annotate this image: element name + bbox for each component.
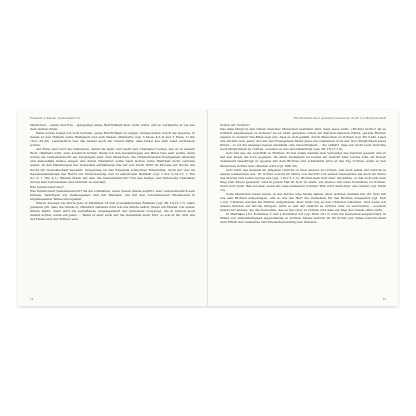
- right-running-head: Ein Merkmal einer gesunden Gemeinde: Sicht von Mitgliedschaft: [293, 117, 386, 120]
- left-paragraph-1: Menschen – Adam und Eva – spiegelten seine Herrlichkeit aber nicht wider und so verbannte er sie aus dem Garten Eden.: [30, 123, 195, 132]
- left-section-heading: Wie funktioniert das?: [30, 185, 64, 189]
- right-page: [208, 110, 398, 306]
- left-paragraph-2: Dann wurde Israel von Gott berufen, seine Herrlichkeit zu zeigen, insbesondere durch die Gesetze, in denen er den Völkern seine Heiligkeit und sein Wesen offenbarte (vgl. 5 Mose 4,5–8 und 3 Mose 11,44; 19,2; 20,26). Letztendlich war das Gesetz auch der Grund dafür, dass Israel aus dem Land vertrieben wurde.: [30, 131, 195, 148]
- right-paragraph-1: Das alles klingt in den Ohren mancher Menschen bestimmt hart. Sagt Jesus nicht: »Richtet nicht«? Ist es wirklich angemessen zu richten? Ist es nicht geradezu schon ein Zeichen falschen Eifers, gerade Richter spielen zu wollen? Die Bibel sagt uns, dass es Gott gefällt, durch Menschen zu richten (vgl. Mt 5,48). Lasst uns ehrlich sein, jeder, der mit den Evangelium findet Jesus die Gemeinde doch auf. Ihre Möglichkeit Jesus findet – so ist die Aussage besser ebenfalls »die Gerechtigkeit ... die erklärt, dass wir nicht auch Gerichte nach Möglichkeit zu richten, sondern es uns bevollmächtigt (vgl. Mt 18,17–18).: [220, 127, 386, 152]
- right-page-number: 13: [382, 298, 386, 301]
- book-spread: [18, 110, 398, 306]
- left-paragraph-3: Am Ende sind Gott die Gemeinde, damit sie mehr und mehr den Charakter Gottes, wie er in seinem Wort offenbart wird, zum Ausdruck bringt. Wenn ich den Gesamtbogen der Bibel trau sein wollte, dann würde die Gemeindezucht ein Vergnügen sein. Den Menschen, die rückkehrenden Evangelium lebendig und keinesfalls lieblos zeigen und deren Charakter sollte nach Gottes reine Wahrheit nicht verloren gehen. In den Handlungen der Gemeinde enthaltenen Die Art von Zucht führt im Prozess zur Zucht, die Zucht für Gemeinschaft bewahrt. Vergebung ist das Ergebnis schlechter Erkenntnis, nicht nur der im Gewissensmaßstab des Herrn zur Unterweisung und zu selbstlosen Reinheit (vgl. 1 Kor 5,14–17; 1 Tim 4,1–5; 1 Tim 4,1). Warum übten wir also die Gemeindezucht? Um das heilige und liebevolle Charakter Gottes klar herzustellen und sichtbar zu machen.: [30, 147, 195, 184]
- right-paragraph-2: Gott hat uns die Autorität zu Richten. Er hat Adam damals zum Verwalter des Gartens gesetzt und er hat den Israel die Tora gegeben. Im Alten Testament ist beides ein Gericht über Gottes Volk, im Neuen Testament beauftragt er Apostel mit dem Richten und schließlich wird er den Tag richten, wenn er den Menschen richtet und offenbar wird (vgl. Offb 20).: [220, 151, 386, 168]
- left-running-head: Einander schätzen: Gemeindezucht: [30, 117, 80, 120]
- left-page-number: 12: [30, 298, 34, 301]
- right-paragraph-5: In Matthäus 18,1 Korinther 5 und 2 Korinther 2,6 (vgl. Röm 16,17) wird die Gemeinde aufgefordert, in Fällen von Unbußfertigkeit eigenständig zu richten. Meine Gericht ist für nichts gut. Diese Gericht dient dem Erhalt der Gemeinde und Wiederherstellung des Sünders.: [220, 212, 386, 225]
- left-page: [18, 110, 208, 306]
- right-paragraph-4: Viele Menschen leben heute, in der Kirche eine Sache haben, aber wohnen niemals mit ihr. Gott hat uns sein Richten aufgetragen, und so wie der Herr die Gemeinde für das Richten eingesetzt (vgl. Eph 1,22). Christen werden als Richter aufgetreten, aber nicht wie es den Christen zukommt. Und wenn wir unsere Sünden zur Kirche bringen, nicht so mit der Absicht zu richten oder zu verurteilen – sondern indem wir andere, die die Gemeinde, das zu tun sind, zu richten und dass ein Weg der Gnade offen steht.: [220, 191, 386, 213]
- right-paragraph-3: Gott lehrt uns niemals im Jüngsten Gericht ob über andere zu richten, und Gott selbst übt Gericht in seinen Gemeinden aus. Er richtet sowohl im Sinne von Gericht von seinen Gemeinden als auch im Sinne des Wortes und Lehre Gottes aus (vgl. 1 Kor 5,1–5). Richtet man Gott über die Sünde, so hat Gott sich dem Weg zum Kreuz gewandt. Und in jedem Fall ist Gott zu stark, um ebenso mit einer Schwäche zu richten, denn Gott weiß. Was ist aber, wenn wir eine Gemeinde richten? Wer wird denn über uns richten (vgl. Hebr 12).: [220, 167, 386, 192]
- left-paragraph-5: Hierzu stecken die Worte Jesu in Matthäus 18 den grundsätzlichen Rahmen (vgl. Mt 18,15–17). Ganz generell gilt, dass die Sünde so öffentlich bekannt wird wie die Sünde selbst. Wenn ein Sünder von seiner Sünde bleibt, dann wird die betreffende Angelegenheit der Gemeinde vorgelegt, die in Person auch darauf achtet, wenn ein Jesus ... Wenn er aber auch auf die Gemeinde nicht hört, so soll er für dich wie der Heide und der Zöllner sein.: [30, 201, 195, 222]
- left-paragraph-4: Wie funktioniert Gemeindezucht? Da die Umstände, unter denen Sünde auftritt, sehr unterschiedlich sein können, benötigen wir Geistesgaben und viel Weisheit, um mit den verschiedenen Situationen in angemessener Weise umzugehen.: [30, 189, 195, 202]
- right-section-heading: Sollen wir richten?: [220, 123, 250, 127]
